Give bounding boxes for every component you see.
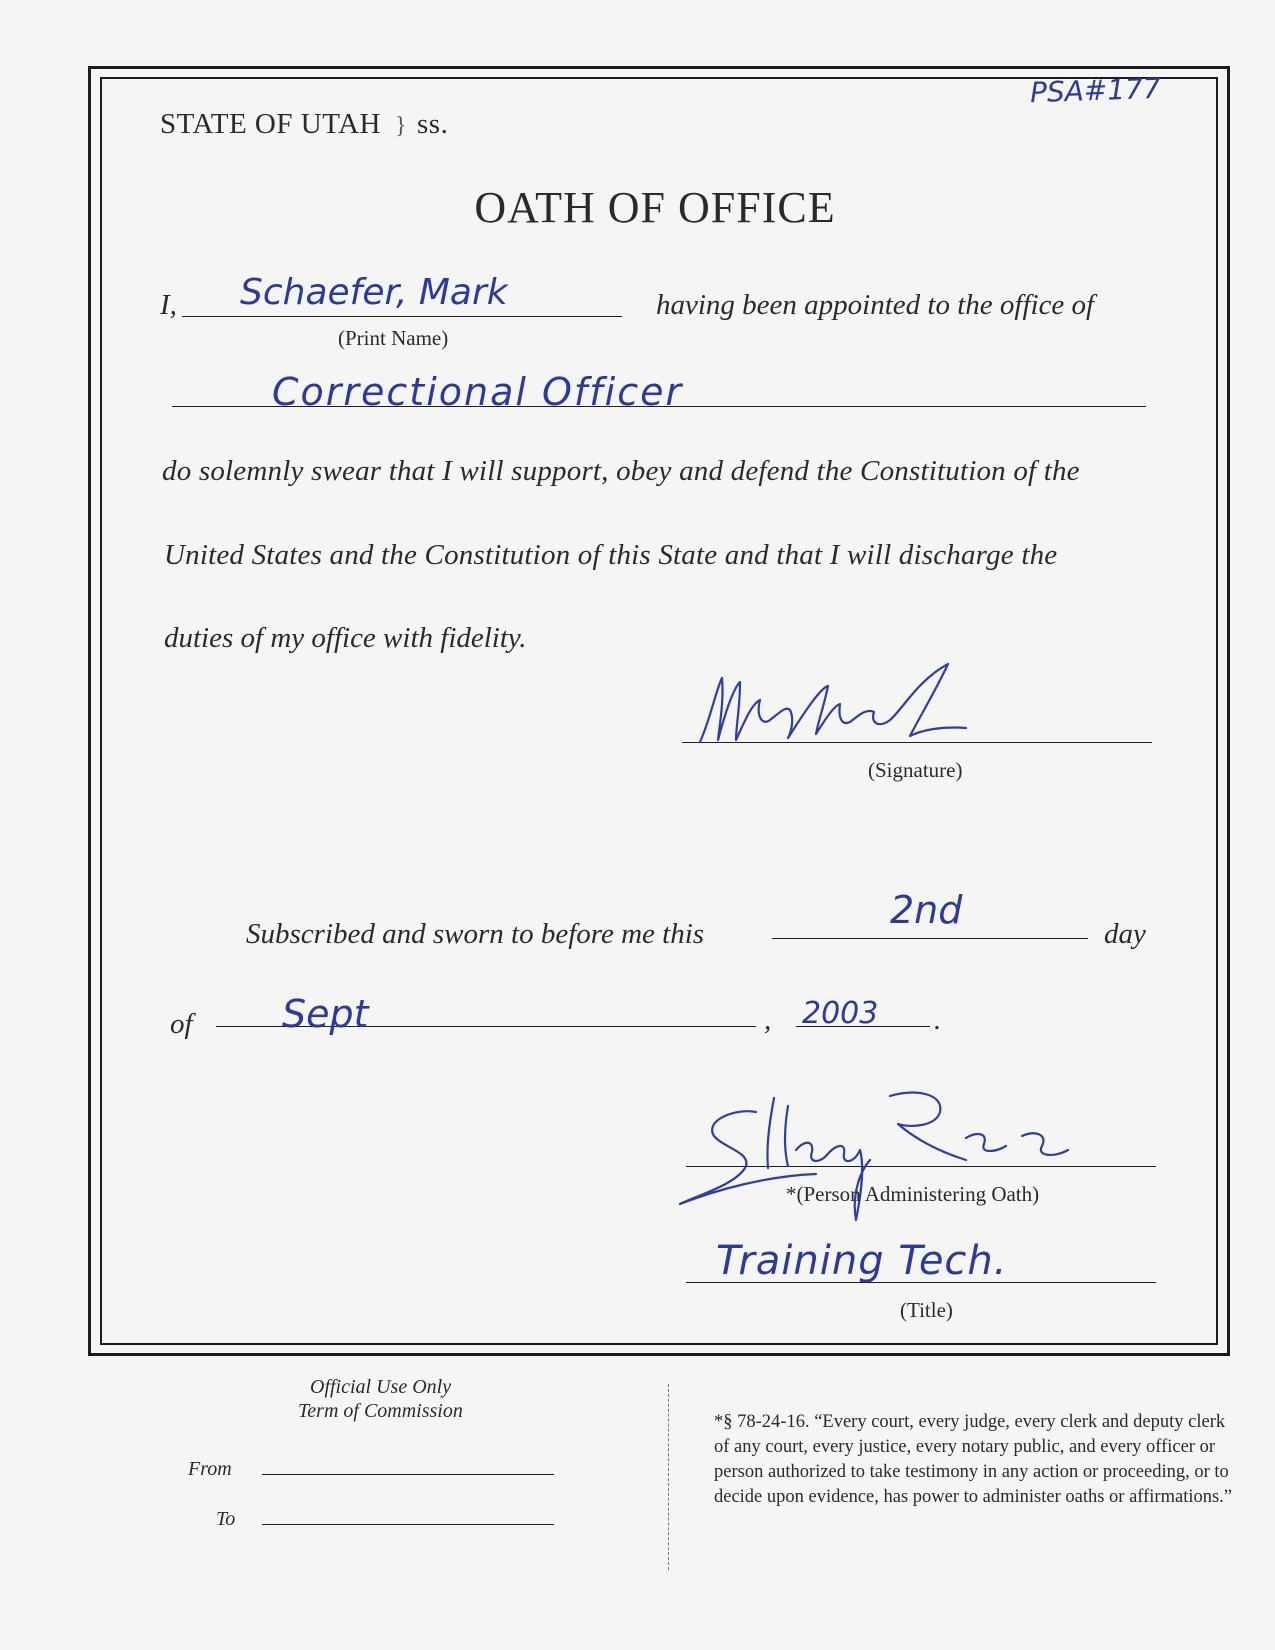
state-label: STATE OF UTAH <box>160 108 381 140</box>
signature-mark <box>690 660 1020 760</box>
brace-symbol: } <box>394 113 408 139</box>
term-of-commission-heading: Term of Commission <box>298 1400 463 1422</box>
oath-line-2: United States and the Constitution of this State and that I will discharge the <box>164 539 1058 571</box>
name-line <box>182 316 622 317</box>
day-label: day <box>1104 918 1146 950</box>
ss-label: ss. <box>417 108 449 140</box>
subscribed-text: Subscribed and sworn to before me this <box>246 918 705 950</box>
print-name-value: Schaefer, Mark <box>240 272 508 313</box>
administrator-signature-mark <box>676 1080 1106 1230</box>
day-value: 2nd <box>890 888 963 932</box>
official-use-heading: Official Use Only <box>310 1376 452 1398</box>
appointed-text: having been appointed to the office of <box>656 289 1095 321</box>
from-line <box>262 1474 554 1475</box>
period-mark: . <box>934 1004 942 1036</box>
statute-footnote: *§ 78-24-16. “Every court, every judge, every clerk and deputy clerk of any court, every justice, every notary public, and every officer or person authorized to take testimony in any action or proceeding, or to decide upon evidence, has power to administer oaths or affirmations.” <box>714 1412 1233 1507</box>
year-value: 2003 <box>802 996 879 1031</box>
comma-mark: , <box>764 1004 772 1036</box>
month-value: Sept <box>282 992 369 1036</box>
office-value: Correctional Officer <box>272 370 684 414</box>
oath-line-3: duties of my office with fidelity. <box>164 622 527 654</box>
of-label: of <box>170 1008 193 1040</box>
oath-line-1: do solemnly swear that I will support, obey and defend the Constitution of the <box>162 455 1080 487</box>
print-name-caption: (Print Name) <box>338 326 449 350</box>
i-label: I, <box>160 289 177 321</box>
title-value: Training Tech. <box>716 1238 1008 1284</box>
title-caption: (Title) <box>900 1298 953 1322</box>
to-line <box>262 1524 554 1525</box>
signature-caption: (Signature) <box>868 758 963 782</box>
document-title: OATH OF OFFICE <box>474 183 836 232</box>
from-label: From <box>188 1458 232 1480</box>
administrator-caption: *(Person Administering Oath) <box>786 1182 1040 1206</box>
footer-divider <box>668 1384 669 1570</box>
to-label: To <box>216 1508 236 1530</box>
day-line <box>772 938 1088 939</box>
state-heading <box>160 108 448 141</box>
handwritten-reference: PSA#177 <box>1029 71 1162 110</box>
